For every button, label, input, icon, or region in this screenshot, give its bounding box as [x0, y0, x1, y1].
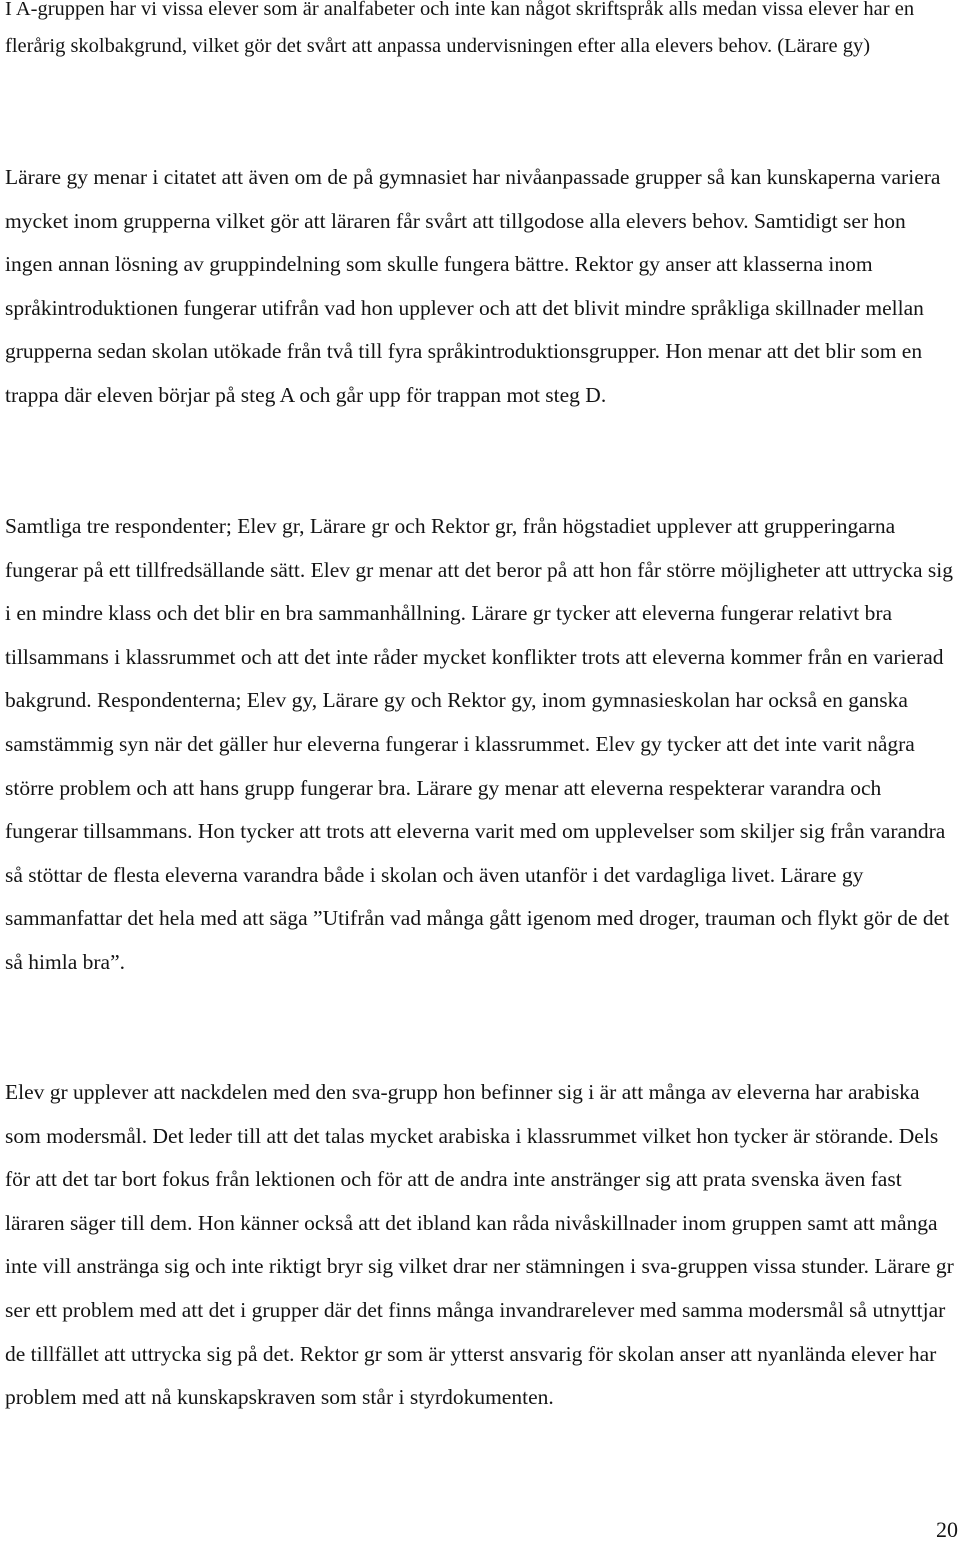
block-quote: I A-gruppen har vi vissa elever som är analfabeter och inte kan något skriftspråk alls medan vissa elever har en flerårig skolbakgrund, vilket gör det svårt att anpassa undervisningen efter alla elevers behov. (Lärare gy) — [5, 0, 915, 57]
page-number: 20 — [936, 1517, 958, 1542]
paragraph-3: Elev gr upplever att nackdelen med den sva-grupp hon befinner sig i är att många av eleverna har arabiska som modersmål. Det leder till att det talas mycket arabiska i klassrummet vilket hon tycker är störande. Dels för att det tar bort fokus från lektionen och för att de andra inte anstränger sig att prata svenska även fast läraren säger till dem. Hon känner också att det ibland kan råda nivåskillnader inom gruppen samt att många inte vill anstränga sig och inte riktigt bryr sig vilket drar ner stämningen i sva-gruppen vissa stunder. Lärare gr ser ett problem med att det i grupper där det finns många invandrarelever med samma modersmål så utnyttjar de tillfället att uttrycka sig på det. Rektor gr som är ytterst ansvarig för skolan anser att nyanlända elever har problem med att nå kunskapskraven som står i styrdokumenten. — [5, 1080, 954, 1410]
paragraph-2: Samtliga tre respondenter; Elev gr, Lärare gr och Rektor gr, från högstadiet upplever att grupperingarna fungerar på ett tillfredsällande sätt. Elev gr menar att det beror på att hon får större möjligheter att uttrycka sig i en mindre klass och det blir en bra sammanhållning. Lärare gr tycker att eleverna fungerar relativt bra tillsammans i klassrummet och att det inte råder mycket konflikter trots att eleverna kommer från en varierad bakgrund. Respondenterna; Elev gy, Lärare gy och Rektor gy, inom gymnasieskolan har också en ganska samstämmig syn när det gäller hur eleverna fungerar i klassrummet. Elev gy tycker att det inte varit några större problem och att hans grupp fungerar bra. Lärare gy menar att eleverna respekterar varandra och fungerar tillsammans. Hon tycker att trots att eleverna varit med om upplevelser som skiljer sig från varandra så stöttar de flesta eleverna varandra både i skolan och även utanför i det vardagliga livet. Lärare gy sammanfattar det hela med att säga ”Utifrån vad många gått igenom med droger, trauman och flykt gör de det så himla bra”. — [5, 514, 954, 974]
paragraph-1: Lärare gy menar i citatet att även om de på gymnasiet har nivåanpassade grupper så kan kunskaperna variera mycket inom grupperna vilket gör att läraren får svårt att tillgodose alla elevers behov. Samtidigt ser hon ingen annan lösning av gruppindelning som skulle fungera bättre. Rektor gy anser att klasserna inom språkintroduktionen fungerar utifrån vad hon upplever och att det blivit mindre språkliga skillnader mellan grupperna sedan skolan utökade från två till fyra språkintroduktionsgrupper. Hon menar att det blir som en trappa där eleven börjar på steg A och går upp för trappan mot steg D. — [5, 165, 941, 407]
